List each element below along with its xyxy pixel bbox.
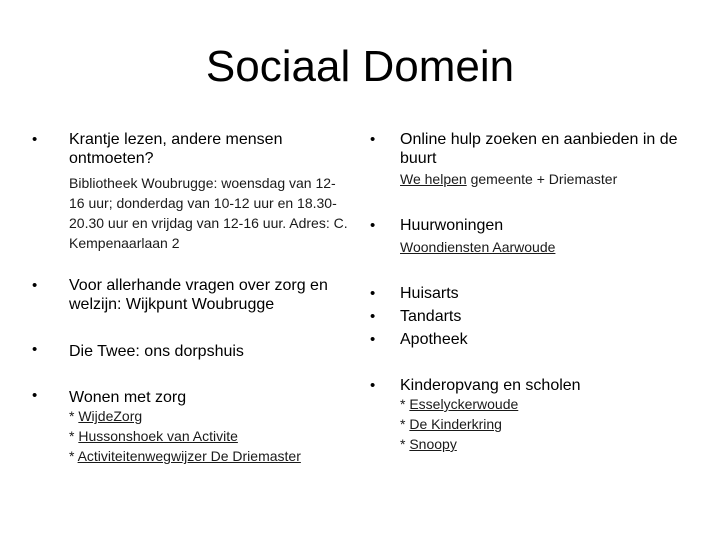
- bullet: •: [32, 277, 38, 294]
- link-prefix: *: [400, 396, 410, 412]
- bullet: •: [32, 341, 38, 358]
- bullet: •: [370, 377, 376, 394]
- link-we-helpen[interactable]: We helpen: [400, 171, 467, 187]
- item-heading: Apotheek: [400, 331, 468, 348]
- link-prefix: *: [69, 428, 79, 444]
- link-snoopy[interactable]: Snoopy: [409, 436, 457, 452]
- link-suffix: gemeente + Driemaster: [466, 171, 618, 187]
- item-links: [400, 394, 690, 454]
- link-line: [69, 426, 359, 446]
- item-detail: [400, 237, 690, 257]
- item-heading: Kinderopvang en scholen: [400, 377, 581, 394]
- bullet: •: [370, 131, 376, 148]
- item-heading: Krantje lezen, andere mensen ontmoeten?: [69, 131, 283, 167]
- link-wijdezorg[interactable]: WijdeZorg: [78, 408, 143, 424]
- link-hussonshoek[interactable]: Hussonshoek van Activite: [78, 428, 238, 444]
- link-line: [69, 446, 359, 466]
- bullet: •: [32, 387, 38, 404]
- link-esselyckerwoude[interactable]: Esselyckerwoude: [409, 396, 519, 412]
- item-links: [69, 406, 359, 466]
- link-line: [400, 394, 690, 414]
- bullet: •: [32, 131, 38, 148]
- link-de-kinderkring[interactable]: De Kinderkring: [409, 416, 502, 432]
- item-heading: Huisarts: [400, 285, 459, 302]
- bullet: •: [370, 217, 376, 234]
- slide-title: Sociaal Domein: [205, 42, 515, 91]
- bullet: •: [370, 308, 376, 325]
- item-heading: Online hulp zoeken en aanbieden in de buurt: [400, 131, 678, 167]
- item-heading: Voor allerhande vragen over zorg en welzijn: Wijkpunt Woubrugge: [69, 277, 328, 313]
- link-prefix: *: [400, 416, 410, 432]
- link-woondiensten[interactable]: Woondiensten Aarwoude: [400, 239, 556, 255]
- link-activiteitenwegwijzer[interactable]: Activiteitenwegwijzer De Driemaster: [77, 448, 301, 464]
- item-heading: Die Twee: ons dorpshuis: [69, 343, 244, 360]
- link-prefix: *: [69, 448, 78, 464]
- item-heading: Tandarts: [400, 308, 462, 325]
- link-prefix: *: [69, 408, 79, 424]
- item-detail: Bibliotheek Woubrugge: woensdag van 12-16 uur; donderdag van 10-12 uur en 18.30-20.30 uur en vrijdag van 12-16 uur. Adres: C. Kempenaarlaan 2: [69, 175, 348, 251]
- item-detail: [400, 169, 690, 189]
- link-line: [400, 434, 690, 454]
- item-heading: Huurwoningen: [400, 217, 504, 234]
- bullet: •: [370, 331, 376, 348]
- link-prefix: *: [400, 436, 410, 452]
- link-line: [400, 414, 690, 434]
- link-line: [69, 406, 359, 426]
- bullet: •: [370, 285, 376, 302]
- item-heading: Wonen met zorg: [69, 389, 187, 406]
